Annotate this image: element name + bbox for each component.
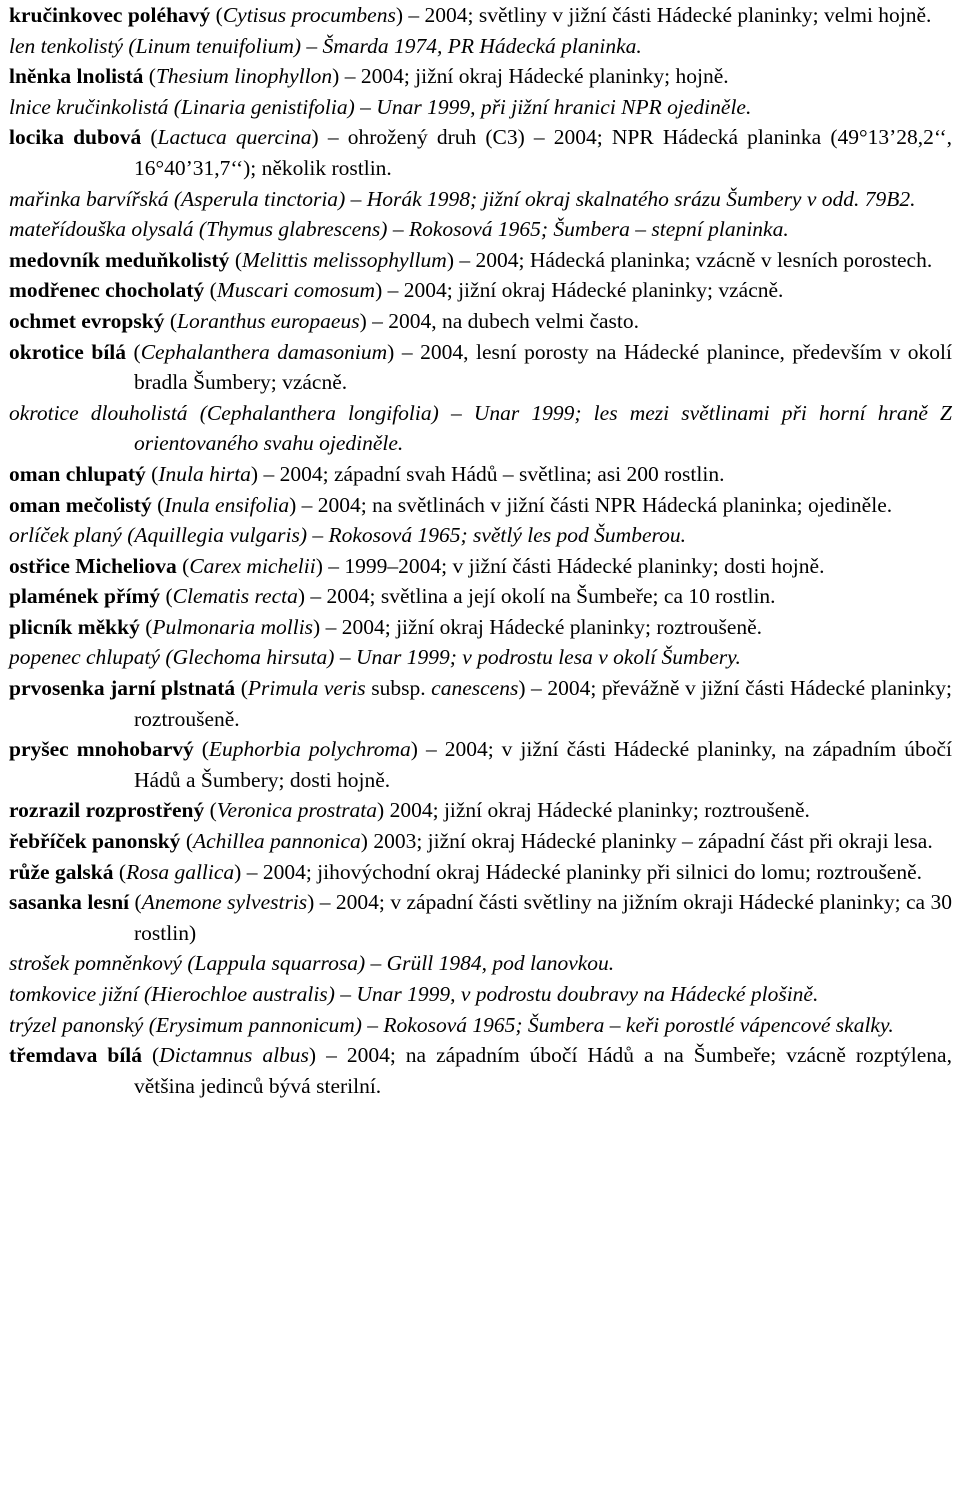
species-note: – 2004; na světlinách v jižní části NPR Hádecká planinka; ojediněle. bbox=[296, 492, 893, 517]
species-czech-name: medovník meduňkolistý bbox=[9, 247, 230, 272]
species-entry bbox=[9, 826, 952, 857]
paren-open: ( bbox=[141, 125, 158, 150]
paren-close: ) bbox=[332, 64, 340, 89]
species-entry bbox=[9, 245, 952, 276]
species-czech-name: třemdava bílá bbox=[9, 1043, 143, 1068]
species-czech-name: okrotice bílá bbox=[9, 339, 127, 364]
paren-close: ) bbox=[380, 217, 388, 242]
paren-open: ( bbox=[138, 982, 152, 1006]
species-note: – Rokosová 1965; světlý les pod Šumberou. bbox=[306, 523, 686, 548]
species-czech-name: orlíček planý bbox=[9, 523, 122, 548]
species-entry bbox=[9, 734, 952, 795]
species-latin-name: Primula veris bbox=[247, 676, 366, 701]
species-note: – Unar 1999; v podrostu lesa v okolí Šumbery. bbox=[334, 645, 741, 670]
species-note: – Rokosová 1965; Šumbera – stepní planinka. bbox=[387, 217, 789, 242]
species-czech-name: popenec chlupatý bbox=[9, 645, 161, 670]
species-czech-name: tomkovice jižní bbox=[9, 982, 139, 1006]
species-note: – 2004; na západním úbočí Hádů a na Šumbeře; vzácně rozptýlena, většina jedinců bývá sterilní. bbox=[134, 1043, 952, 1098]
paren-close: ) bbox=[375, 278, 383, 303]
species-entry bbox=[9, 857, 952, 888]
species-czech-name: prvosenka jarní plstnatá bbox=[9, 676, 236, 701]
species-entry bbox=[9, 887, 952, 948]
species-latin-name: Dictamnus albus bbox=[159, 1043, 309, 1068]
paren-close: ) bbox=[289, 492, 297, 517]
paren-open: ( bbox=[210, 3, 223, 27]
paren-open: ( bbox=[187, 400, 207, 425]
species-latin-name: Glechoma hirsuta bbox=[172, 645, 328, 670]
species-entry bbox=[9, 61, 952, 92]
species-entry bbox=[9, 1010, 952, 1041]
paren-close: ) bbox=[234, 859, 242, 884]
species-czech-name: pryšec mnohobarvý bbox=[9, 737, 194, 762]
species-entry bbox=[9, 122, 952, 183]
species-note: 2003; jižní okraj Hádecké planinky – západní část při okraji lesa. bbox=[367, 829, 933, 854]
species-entry bbox=[9, 0, 952, 31]
species-czech-name: strošek pomněnkový bbox=[9, 951, 182, 976]
paren-open: ( bbox=[121, 523, 135, 548]
paren-open: ( bbox=[139, 614, 153, 639]
paren-close: ) bbox=[338, 186, 346, 211]
species-entry bbox=[9, 673, 952, 734]
paren-close: ) bbox=[293, 33, 302, 58]
paren-close: ) bbox=[357, 951, 366, 976]
paren-open: ( bbox=[229, 247, 242, 272]
species-czech-name: mařinka barvířská bbox=[9, 186, 169, 211]
paren-open: ( bbox=[168, 186, 181, 211]
species-latin-name: Veronica prostrata bbox=[216, 798, 378, 823]
species-note: – 2004; západní svah Hádů – světlina; asi 200 rostlin. bbox=[258, 461, 725, 486]
species-note: – 2004; v západní části světliny na jižním okraji Hádecké planinky; ca 30 rostlin) bbox=[134, 890, 952, 945]
species-note: – 2004; jihovýchodní okraj Hádecké planinky při silnici do lomu; roztroušeně. bbox=[241, 859, 923, 884]
species-czech-name: plamének přímý bbox=[9, 584, 161, 609]
species-note: – 2004; světlina a její okolí na Šumbeře; ca 10 rostlin. bbox=[305, 584, 776, 609]
species-note: – 2004, lesní porosty na Hádecké planince, především v okolí bradla Šumbery; vzácně. bbox=[134, 339, 952, 395]
paren-close: ) bbox=[299, 523, 307, 548]
paren-open: ( bbox=[204, 798, 217, 823]
species-note: – 2004; jižní okraj Hádecké planinky; hojně. bbox=[339, 64, 729, 89]
paren-open: ( bbox=[164, 308, 178, 333]
species-entry bbox=[9, 398, 952, 459]
species-czech-name: rozrazil rozprostřený bbox=[9, 798, 205, 823]
paren-open: ( bbox=[126, 339, 141, 364]
species-latin-subspecies: canescens bbox=[431, 676, 519, 701]
paren-close: ) bbox=[347, 94, 355, 119]
species-entry bbox=[9, 520, 952, 551]
species-note: – ohrožený druh (C3) – 2004; NPR Hádecká planinka (49°13’28,2‘‘, 16°40’31,7‘‘); několik rostlin. bbox=[134, 125, 952, 180]
subspecies-abbrev: subsp. bbox=[365, 676, 432, 701]
paren-open: ( bbox=[143, 1012, 156, 1037]
species-latin-name: Cephalanthera longifolia bbox=[206, 400, 432, 425]
paren-close: ) bbox=[308, 1043, 317, 1068]
species-entry bbox=[9, 184, 952, 215]
species-latin-name: Inula hirta bbox=[158, 461, 251, 486]
paren-close: ) bbox=[446, 247, 454, 272]
species-note: 2004; jižní okraj Hádecké planinky; roztroušeně. bbox=[384, 798, 810, 823]
species-czech-name: kručinkovec poléhavý bbox=[9, 3, 211, 27]
species-note: – 2004; jižní okraj Hádecké planinky; vzácně. bbox=[382, 278, 784, 303]
paren-open: ( bbox=[123, 33, 136, 58]
species-czech-name: trýzel panonský bbox=[9, 1012, 144, 1037]
paren-open: ( bbox=[235, 676, 248, 701]
species-latin-name: Euphorbia polychroma bbox=[208, 737, 411, 762]
paren-open: ( bbox=[204, 278, 217, 303]
paren-open: ( bbox=[176, 553, 190, 578]
species-entry bbox=[9, 92, 952, 123]
paren-close: ) bbox=[307, 890, 315, 915]
paren-close: ) bbox=[395, 3, 403, 27]
species-czech-name: oman chlupatý bbox=[9, 461, 146, 486]
paren-close: ) bbox=[297, 584, 306, 609]
species-entry bbox=[9, 979, 952, 1010]
species-entry bbox=[9, 337, 952, 398]
paren-open: ( bbox=[180, 829, 193, 854]
species-note: – 2004, na dubech velmi často. bbox=[366, 308, 640, 333]
species-czech-name: ostřice Micheliova bbox=[9, 553, 177, 578]
species-entry bbox=[9, 795, 952, 826]
paren-close: ) bbox=[360, 829, 368, 854]
species-entry bbox=[9, 31, 952, 62]
paren-close: ) bbox=[315, 553, 323, 578]
species-czech-name: len tenkolistý bbox=[9, 33, 124, 58]
species-note: – Unar 1999, v podrostu doubravy na Hádecké plošině. bbox=[334, 982, 819, 1006]
paren-open: ( bbox=[193, 217, 207, 242]
species-note: – Šmarda 1974, PR Hádecká planinka. bbox=[301, 33, 642, 58]
species-note: – Unar 1999; les mezi světlinami při horní hraně Z orientovaného svahu ojediněle. bbox=[134, 400, 952, 456]
species-latin-name: Asperula tinctoria bbox=[181, 186, 339, 211]
paren-close: ) bbox=[359, 308, 367, 333]
species-entry bbox=[9, 551, 952, 582]
species-note: – Rokosová 1965; Šumbera – keři porostlé vápencové skalky. bbox=[361, 1012, 894, 1037]
paren-open: ( bbox=[193, 737, 209, 762]
species-latin-name: Muscari comosum bbox=[216, 278, 376, 303]
paren-close: ) bbox=[410, 737, 418, 762]
paren-open: ( bbox=[145, 461, 159, 486]
species-czech-name: modřenec chocholatý bbox=[9, 278, 205, 303]
paren-close: ) bbox=[327, 982, 335, 1006]
species-latin-name: Achillea pannonica bbox=[192, 829, 361, 854]
species-czech-name: oman mečolistý bbox=[9, 492, 152, 517]
species-latin-name: Clematis recta bbox=[172, 584, 298, 609]
paren-close: ) bbox=[387, 339, 395, 364]
species-entry bbox=[9, 642, 952, 673]
species-entry bbox=[9, 275, 952, 306]
species-czech-name: plicník měkký bbox=[9, 614, 140, 639]
species-latin-name: Anemone sylvestris bbox=[141, 890, 308, 915]
species-entry bbox=[9, 581, 952, 612]
species-entry bbox=[9, 214, 952, 245]
paren-open: ( bbox=[160, 584, 173, 609]
species-latin-name: Cytisus procumbens bbox=[222, 3, 396, 27]
paren-open: ( bbox=[113, 859, 127, 884]
species-czech-name: locika dubová bbox=[9, 125, 142, 150]
paren-close: ) bbox=[327, 645, 335, 670]
species-entry bbox=[9, 612, 952, 643]
species-latin-name: Thesium linophyllon bbox=[155, 64, 333, 89]
species-czech-name: okrotice dlouholistá bbox=[9, 400, 188, 425]
paren-close: ) bbox=[250, 461, 259, 486]
species-entry bbox=[9, 1040, 952, 1101]
species-latin-name: Lappula squarrosa bbox=[194, 951, 358, 976]
species-czech-name: sasanka lesní bbox=[9, 890, 130, 915]
species-note: – 2004; světliny v jižní části Hádecké planinky; velmi hojně. bbox=[403, 3, 932, 27]
species-note: – 2004; v jižní části Hádecké planinky, na západním úbočí Hádů a Šumbery; dosti hojně. bbox=[134, 737, 952, 792]
species-entry bbox=[9, 948, 952, 979]
species-entry bbox=[9, 490, 952, 521]
species-latin-name: Cephalanthera damasonium bbox=[140, 339, 388, 364]
species-latin-name: Carex michelii bbox=[189, 553, 316, 578]
paren-close: ) bbox=[311, 125, 319, 150]
species-czech-name: růže galská bbox=[9, 859, 114, 884]
species-latin-name: Linaria genistifolia bbox=[180, 94, 348, 119]
species-note: – 2004; jižní okraj Hádecké planinky; roztroušeně. bbox=[320, 614, 763, 639]
species-latin-name: Thymus glabrescens bbox=[206, 217, 381, 242]
paren-open: ( bbox=[151, 492, 165, 517]
species-note: – Unar 1999, při jižní hranici NPR ojediněle. bbox=[354, 94, 752, 119]
species-note: – 1999–2004; v jižní části Hádecké planinky; dosti hojně. bbox=[322, 553, 825, 578]
species-latin-name: Rosa gallica bbox=[126, 859, 235, 884]
species-entry bbox=[9, 306, 952, 337]
species-note: – 2004; převážně v jižní části Hádecké planinky; roztroušeně. bbox=[134, 676, 952, 731]
species-latin-name: Inula ensifolia bbox=[164, 492, 290, 517]
paren-close: ) bbox=[518, 676, 526, 701]
species-note: – Grüll 1984, pod lanovkou. bbox=[365, 951, 615, 976]
species-czech-name: lněnka lnolistá bbox=[9, 64, 144, 89]
species-latin-name: Melittis melissophyllum bbox=[241, 247, 447, 272]
species-latin-name: Hierochloe australis bbox=[151, 982, 328, 1006]
paren-close: ) bbox=[313, 614, 321, 639]
species-latin-name: Loranthus europaeus bbox=[177, 308, 360, 333]
paren-close: ) bbox=[431, 400, 439, 425]
paren-open: ( bbox=[142, 1043, 160, 1068]
paren-open: ( bbox=[168, 94, 181, 119]
species-latin-name: Aquillegia vulgaris bbox=[134, 523, 300, 548]
species-czech-name: mateřídouška olysalá bbox=[9, 217, 194, 242]
species-czech-name: lnice kručinkolistá bbox=[9, 94, 169, 119]
species-czech-name: řebříček panonský bbox=[9, 829, 181, 854]
species-czech-name: ochmet evropský bbox=[9, 308, 165, 333]
species-note: – 2004; Hádecká planinka; vzácně v lesních porostech. bbox=[453, 247, 933, 272]
paren-open: ( bbox=[129, 890, 142, 915]
species-latin-name: Pulmonaria mollis bbox=[152, 614, 314, 639]
species-latin-name: Linum tenuifolium bbox=[135, 33, 294, 58]
species-latin-name: Lactuca quercina bbox=[157, 125, 312, 150]
species-note: – Horák 1998; jižní okraj skalnatého srázu Šumbery v odd. 79B2. bbox=[345, 186, 916, 211]
paren-close: ) bbox=[354, 1012, 362, 1037]
paren-open: ( bbox=[160, 645, 173, 670]
species-entry bbox=[9, 459, 952, 490]
paren-open: ( bbox=[143, 64, 156, 89]
species-latin-name: Erysimum pannonicum bbox=[155, 1012, 355, 1037]
paren-close: ) bbox=[377, 798, 385, 823]
paren-open: ( bbox=[181, 951, 195, 976]
